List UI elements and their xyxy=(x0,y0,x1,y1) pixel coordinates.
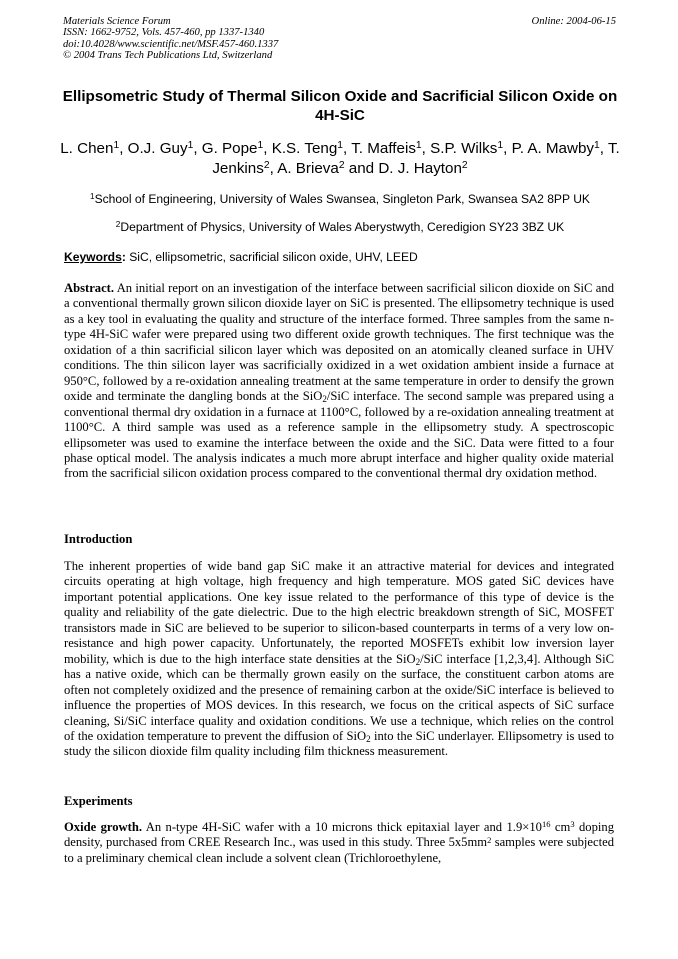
author-affiliation-mark: 1 xyxy=(415,140,422,152)
author-affiliation-mark: 1 xyxy=(594,140,600,152)
author-name: T. Jenkins xyxy=(212,140,620,177)
author-list xyxy=(60,139,620,178)
superscript: 2 xyxy=(487,834,492,845)
author-separator: , xyxy=(503,140,512,157)
section-heading-experiments: Experiments xyxy=(64,794,133,808)
author-separator: , xyxy=(343,140,352,157)
author-affiliation-mark: 1 xyxy=(187,140,194,152)
author-name: T. Maffeis xyxy=(351,140,416,157)
affiliation-text: Department of Physics, University of Wales Aberystwyth, Ceredigion SY23 3BZ UK xyxy=(120,220,565,234)
abstract-paragraph xyxy=(64,281,614,482)
author-separator: , xyxy=(263,140,272,157)
author-affiliation-mark: 2 xyxy=(461,159,468,171)
subscript: 2 xyxy=(366,734,371,745)
author-conjunction: and xyxy=(344,159,379,177)
author-affiliation-mark: 2 xyxy=(263,159,270,171)
author-separator: , xyxy=(193,140,202,157)
superscript: 3 xyxy=(570,819,575,830)
keywords-text: SiC, ellipsometric, sacrificial silicon oxide, UHV, LEED xyxy=(129,250,418,264)
copyright-line: © 2004 Trans Tech Publications Ltd, Switzerland xyxy=(63,50,273,62)
experiments-text: cm xyxy=(550,820,571,834)
experiments-text: doping density, purchased from CREE Research Inc., was used in this study. Three 5x5mm xyxy=(64,820,614,850)
author-name: K.S. Teng xyxy=(271,140,338,157)
paper-title: Ellipsometric Study of Thermal Silicon Oxide and Sacrificial Silicon Oxide on 4H-SiC xyxy=(62,88,618,124)
author-name: L. Chen xyxy=(60,140,114,157)
keywords xyxy=(64,250,614,264)
abstract-text: An initial report on an investigation of the interface between sacrificial silicon dioxide on SiC and a conventional thermally grown silicon dioxide layer on SiC is presented. The ellipsometry technique is used as a key tool in evaluating the quality and structure of the interface formed. Three samples from the same n-type 4H-SiC wafer were prepared using two different oxide growth techniques. The first technique was the oxidation of a thin sacrificial silicon layer which was deposited on an atomically cleaned surface in UHV conditions. The thin silicon layer was sacrificially oxidized in a wet oxidation ambient inside a furnace at 950°C, followed by a re-oxidation annealing treatment at the same temperature in order to densify the grown oxide and terminate the dangling bonds at the SiO xyxy=(64,281,614,404)
affiliation-2 xyxy=(60,220,620,234)
issn-line: ISSN: 1662-9752, Vols. 457-460, pp 1337-1340 xyxy=(63,27,265,39)
superscript: 16 xyxy=(541,819,551,830)
author-affiliation-mark: 1 xyxy=(337,140,344,152)
journal-name: Materials Science Forum xyxy=(63,16,171,27)
author-name: O.J. Guy xyxy=(127,140,188,157)
abstract-text: /SiC interface. The second sample was prepared using a conventional thermal dry oxidation in a furnace at 1100°C, followed by a re-oxidation annealing treatment at 1100°C. A third sample was used as a reference sample in the ellipsometry study. A spectroscopic ellipsometer was used to examine the interface between the oxide and the SiC. Data were fitted to a four phase optical model. The analysis indicates a much more abrupt interface and higher quality oxide material from the sacrificial silicon oxidation process compared to the conventional thermal dry oxidation method. xyxy=(64,389,614,481)
introduction-paragraph xyxy=(64,559,614,760)
subscript: 2 xyxy=(415,656,421,667)
section-heading-introduction: Introduction xyxy=(64,532,133,546)
affiliation-1 xyxy=(60,192,620,206)
experiments-text: An n-type 4H-SiC wafer with a 10 microns thick epitaxial layer and 1.9×10 xyxy=(142,820,542,834)
author-separator: , xyxy=(119,140,128,157)
author-affiliation-mark: 1 xyxy=(497,140,504,152)
oxide-growth-label: Oxide growth. xyxy=(64,820,143,834)
keywords-label: Keywords xyxy=(64,250,122,264)
experiments-text: samples were subjected to a preliminary chemical clean include a solvent clean (Trichloroethylene, xyxy=(64,835,614,865)
affiliation-number: 2 xyxy=(115,220,121,230)
doi-line: doi:10.4028/www.scientific.net/MSF.457-460.1337 xyxy=(63,38,279,50)
abstract-label: Abstract. xyxy=(64,281,115,295)
affiliation-number: 1 xyxy=(89,192,95,202)
author-separator: , xyxy=(269,159,278,177)
keywords-colon: : xyxy=(121,250,126,264)
online-date: Online: 2004-06-15 xyxy=(531,16,616,27)
author-name: S.P. Wilks xyxy=(430,140,498,157)
author-affiliation-mark: 1 xyxy=(257,140,264,152)
affiliation-text: School of Engineering, University of Wales Swansea, Singleton Park, Swansea SA2 8PP UK xyxy=(94,192,590,206)
author-name: D. J. Hayton xyxy=(378,159,462,177)
author-separator: , xyxy=(421,140,431,157)
introduction-text: into the SiC underlayer. Ellipsometry is used to study the silicon dioxide film quality including film thickness measurement. xyxy=(64,728,614,759)
subscript: 2 xyxy=(322,394,327,405)
author-name: P. A. Mawby xyxy=(511,140,595,157)
author-affiliation-mark: 2 xyxy=(338,159,345,171)
author-affiliation-mark: 1 xyxy=(113,140,120,152)
introduction-text: /SiC interface [1,2,3,4]. Although SiC has a native oxide, which can be thermally grown easily on the surface, the constituent carbon atoms are often not completely oxidized and the presence of remaining carbon at the oxide/SiC interface is believed to influence the properties of MOS devices. In this research, we focus on the critical aspects of SiC surface cleaning, Si/SiC interface quality and oxidation conditions. We use a technique, which relies on the control of the oxidation temperature to prevent the diffusion of SiO xyxy=(64,651,614,743)
oxide-growth-paragraph xyxy=(64,820,614,866)
introduction-text: The inherent properties of wide band gap SiC make it an attractive material for devices and integrated circuits operating at high voltage, high frequency and high temperature. MOS gated SiC devices have important potential applications. One key issue related to the performance of this type of device is the quality and reliability of the gate dielectric. Due to the high electric breakdown strength of SiC, MOSFET transistors made in SiC are believed to be superior to silicon-based counterparts in terms of a very low on-resistance and high power capacity. Unfortunately, the reported MOSFETs exhibit low inversion layer mobility, which is due to the high interface state densities at the SiO xyxy=(64,559,614,666)
page-header xyxy=(63,16,616,62)
author-name: A. Brieva xyxy=(277,159,339,177)
author-name: G. Pope xyxy=(201,140,258,157)
author-separator: , xyxy=(599,140,608,157)
